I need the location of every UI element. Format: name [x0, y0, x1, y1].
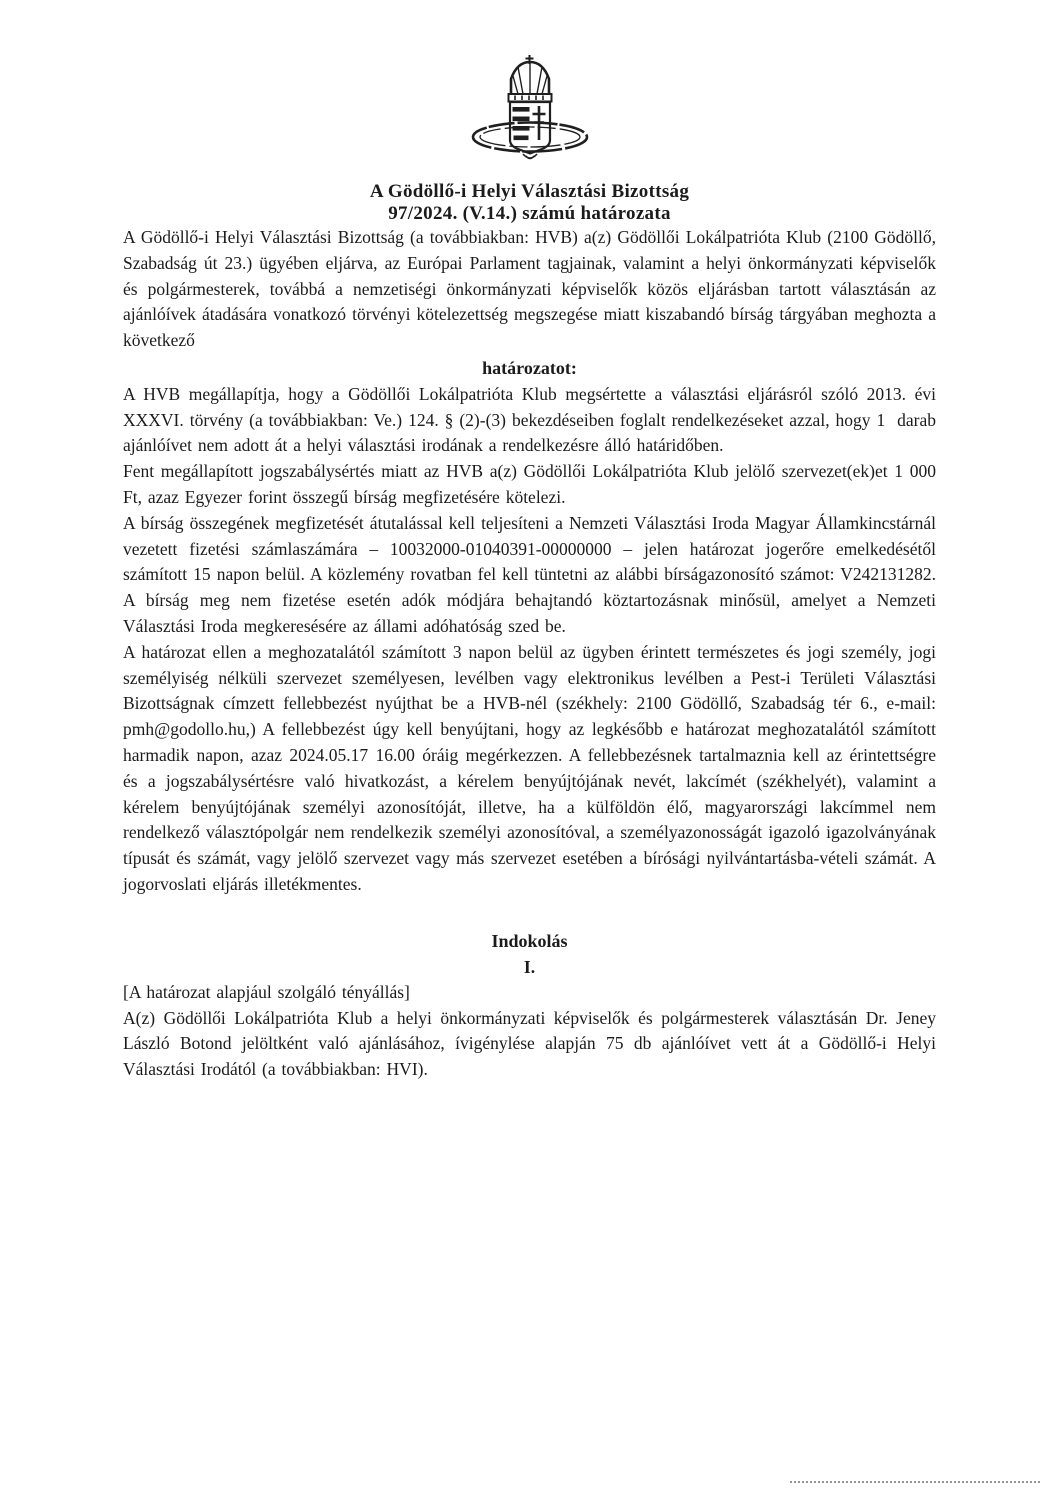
justification-section-number: I. [523, 956, 536, 977]
scan-artifact-dotted-line [790, 1481, 1040, 1483]
decision-word: határozatot: [482, 357, 577, 378]
emblem-container [123, 0, 936, 171]
justification-heading: Indokolás [491, 930, 568, 951]
appeal-paragraph: A határozat ellen a meghozatalától számított 3 napon belül az ügyben érintett természetes és jogi személy, jogi személyiség nélküli szervezet személyesen, levélben vagy elektronikus levélben a Pest-i Területi Választási Bizottságnak címzett fellebbezést nyújthat be a HVB-nél (székhely: 2100 Gödöllő, Szabadság tér 6., e-mail: pmh@godollo.hu,) A fellebbezést úgy kell benyújtani, hogy az legkésőbb e határozat meghozatalától számított harmadik napon, azaz 2024.05.17 16.00 óráig megérkezzen. A fellebbezésnek tartalmaznia kell az érintettségre és a jogszabálysértésre való hivatkozást, a kérelem benyújtójának nevét, lakcímét (székhelyét), valamint a kérelem benyújtójának személyi azonosítóját, illetve, ha a külföldön élő, magyarországi lakcímmel nem rendelkező választópolgár nem rendelkezik személyi azonosítóval, a személyazonosságát igazoló igazolványának típusát és számát, vagy jelölő szervezet vagy más szervezet esetében a bírósági nyilvántartásba-vételi számát. A jogorvoslati eljárás illetékmentes. [123, 641, 942, 894]
decision-paragraph-2: Fent megállapított jogszabálysértés miatt az HVB a(z) Gödöllői Lokálpatrióta Klub jelölő szervezet(ek)et 1 000 Ft, azaz Egyezer forint összegű bírság megfizetésére kötelezi. [123, 461, 948, 507]
fact-statement-paragraph: A(z) Gödöllői Lokálpatrióta Klub a helyi önkormányzati képviselők és polgármesterek választásán Dr. Jeney László Botond jelöltként való ajánlásához, ívigénylése alapján 75 db ajánlóívet vett át a Gödöllő-i Helyi Választási Irodától (a továbbiakban: HVI). [123, 1007, 942, 1080]
decision-paragraph-3: A bírság összegének megfizetését átutalással kell teljesíteni a Nemzeti Választási Iroda Magyar Államkincstárnál vezetett fizetési számlaszámára – 10032000-01040391-00000000 – jelen határozat jogerőre emelkedésétől számított 15 napon belül. A közlemény rovatban fel kell tüntetni az alábbi bírságazonosító számot: V242131282. A bírság meg nem fizetése esetén adók módjára behajtandó köztartozásnak minősül, amelyet a Nemzeti Választási Iroda megkeresésére az állami adóhatóság szed be. [123, 512, 942, 636]
document-content [123, 0, 948, 1083]
intro-paragraph: A Gödöllő-i Helyi Választási Bizottság (a továbbiakban: HVB) a(z) Gödöllői Lokálpatrióta Klub (2100 Gödöllő, Szabadság út 23.) ügyében eljárva, az Európai Parlament tagjainak, valamint a helyi önkormányzati képviselők és polgármesterek, továbbá a nemzetiségi önkormányzati képviselők közös eljárásban tartott választásán az ajánlóívek átadására vonatkozó törvényi kötelezettség megszegése miatt kiszabandó bírság tárgyában meghozta a következő [123, 227, 942, 351]
document-title-line1: A Gödöllő-i Helyi Választási Bizottság [369, 181, 690, 202]
document-title-line2: 97/2024. (V.14.) számú határozata [388, 203, 671, 224]
hungarian-coat-of-arms-icon [465, 54, 595, 171]
fact-statement-label: [A határozat alapjául szolgáló tényállás] [123, 981, 410, 1002]
decision-paragraph-1: A HVB megállapítja, hogy a Gödöllői Lokálpatrióta Klub megsértette a választási eljárásról szóló 2013. évi XXXVI. törvény (a továbbiakban: Ve.) 124. § (2)-(3) bekezdéseiben foglalt rendelkezéseket azzal, hogy 1 darab ajánlóívet nem adott át a helyi választási irodának a rendelkezésre álló határidőben. [123, 383, 942, 456]
document-title [123, 181, 936, 225]
